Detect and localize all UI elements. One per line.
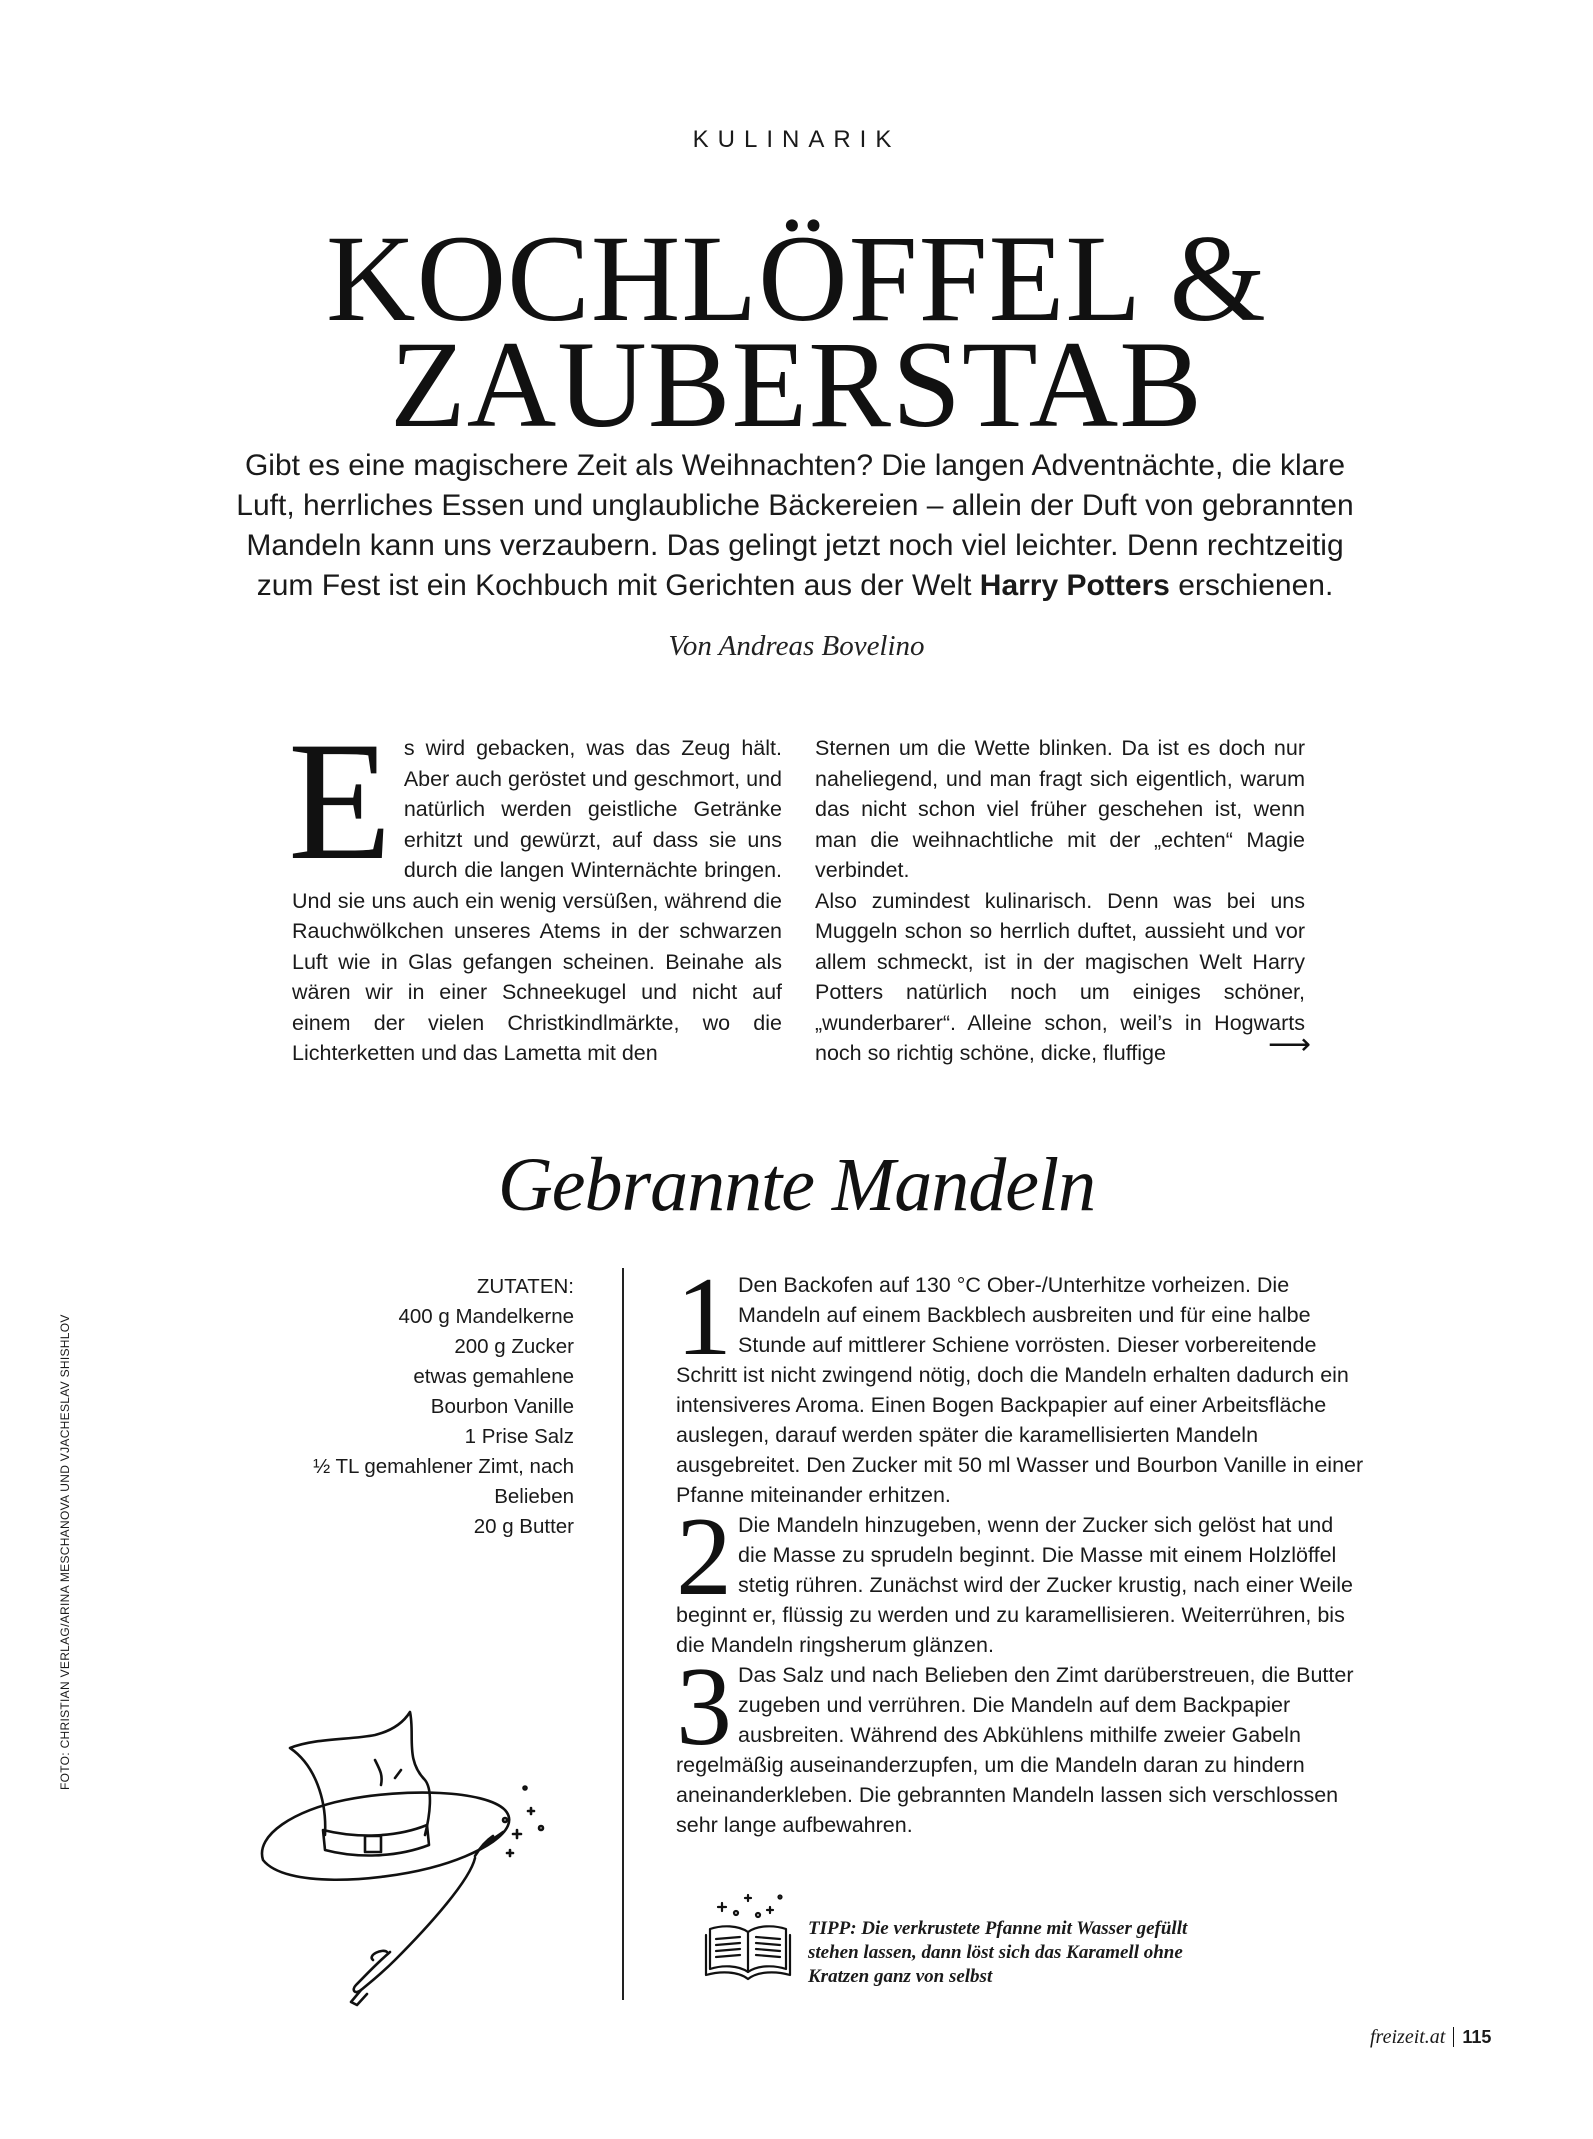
intro-text-end: erschienen. [1169,569,1334,602]
recipe-step [676,1645,1366,1840]
ingredients-heading: ZUTATEN: [476,1275,574,1298]
article-column-right [815,733,1305,1069]
magic-wand-icon [351,1832,503,2005]
photo-credit-text: FOTO: CHRISTIAN VERLAG/ARINA MESCHANOVA UND VJACHESLAV SHISHLOV [58,1314,72,1790]
headline-line-2: ZAUBERSTAB [389,316,1204,453]
intro-teaser [225,446,1365,606]
ingredient-item: Bourbon Vanille [430,1395,574,1418]
wizard-hat-icon [255,1660,585,2010]
recipe-step [676,1255,1366,1510]
page-footer [1370,2026,1491,2049]
ingredient-item: 400 g Mandelkerne [398,1305,574,1328]
recipe-title: Gebrannte Mandeln [497,1143,1096,1227]
step-text: Den Backofen auf 130 °C Ober-/Unterhitze vorheizen. Die Mandeln auf einem Backblech ausbreiten und für eine halbe Stunde auf mittlerer Schiene vorrösten. Dieser vorbereitende Schritt ist nicht zwingend nötig, doch die Mandeln erhalten dadurch ein intensiveres Aroma. Einen Bogen Backpapier auf einer Arbeitsfläche auslegen, darauf werden später die karamellisierten Mandeln ausgebreitet. Den Zucker mit 50 ml Wasser und Bourbon Vanille in einer Pfanne miteinander erhitzen. [676,1273,1364,1507]
open-book-icon [700,1887,796,1987]
article-text-left: s wird gebacken, was das Zeug hält. Aber auch geröstet und geschmort, und natürlich werden geistliche Getränke erhitzt und gewürzt, auf dass sie uns durch die langen Winternächte bringen. Und sie uns auch ein wenig versüßen, während die Rauchwölkchen unseres Atems in der schwarzen Luft wie in Glas gefangen scheinen. Beinahe als wären wir in einer Schneekugel und nicht auf einem der vielen Christkindlmärkte, wo die Lichterketten und das Lametta mit den [292,736,782,1065]
recipe-step [676,1495,1366,1660]
intro-text: Gibt es eine magischere Zeit als Weihnachten? Die langen Adventnächte, die klare Luft, herrliches Essen und unglaubliche Bäckereien – allein der Duft von gebrannten Mandeln kann uns verzaubern. Das gelingt jetzt noch viel leichter. Denn rechtzeitig zum Fest ist ein Kochbuch mit Gerichten aus der Welt [236,449,1354,602]
article-paragraph: Sternen um die Wette blinken. Da ist es doch nur naheliegend, und man fragt sich eigentlich, warum das nicht schon viel früher geschehen ist, wenn man die weihnachtliche mit der „echten“ Magie verbindet. [815,736,1305,882]
step-number: 1 [676,1255,732,1379]
continue-arrow-icon: ⟶ [1268,1028,1312,1061]
ingredient-item: 20 g Butter [473,1515,574,1538]
ingredient-item: 200 g Zucker [454,1335,574,1358]
step-number: 3 [676,1645,732,1769]
ingredient-item: ½ TL gemahlener Zimt, nach [313,1455,574,1478]
section-label: KULINARIK [692,126,901,153]
article-column-left [288,707,782,1069]
headline-line-1: KOCHLÖFFEL & [326,210,1267,347]
step-number: 2 [676,1495,732,1619]
recipe-steps [676,1255,1366,1840]
ingredient-item: Belieben [494,1485,574,1508]
dropcap: E [288,707,392,895]
page-number: 115 [1462,2027,1492,2047]
step-text: Die Mandeln hinzugeben, wenn der Zucker sich gelöst hat und die Masse zu sprudeln beginnt. Die Masse mit einem Holzlöffel stetig rühren. Zunächst wird der Zucker krustig, nach einer Weile beginnt er, flüssig zu werden und zu karamellisieren. Weiterrühren, bis die Mandeln ringsherum glänzen. [676,1513,1354,1657]
footer-separator [1453,2027,1454,2047]
footer-brand: freizeit.at [1370,2026,1446,2048]
step-text: Das Salz und nach Belieben den Zimt darüberstreuen, die Butter zugeben und verrühren. Die Mandeln auf dem Backpapier ausbreiten. Während des Abkühlens mithilfe zweier Gabeln regelmäßig auseinanderzupfen, um die Mandeln daran zu hindern aneinanderkleben. Die gebrannten Mandeln lassen sich verschlossen sehr lange aufbewahren. [676,1663,1354,1837]
article-paragraph: Also zumindest kulinarisch. Denn was bei uns Muggeln schon so herrlich duftet, aussieht und vor allem schmeckt, ist in der magischen Welt Harry Potters natürlich noch um einiges schöner, „wunderbarer“. Alleine schon, weil’s in Hogwarts noch so richtig schöne, dicke, fluffige [815,888,1305,1065]
tip-box: TIPP: Die verkrustete Pfanne mit Wasser gefüllt stehen lassen, dann löst sich das Karamell ohne Kratzen ganz von selbst [808,1918,1188,1987]
ingredients-list [290,1272,574,1542]
ingredient-item: etwas gemahlene [413,1365,574,1388]
ingredient-item: 1 Prise Salz [464,1425,574,1448]
intro-highlight: Harry Potters [979,569,1170,602]
byline: Von Andreas Bovelino [668,630,925,662]
column-divider [622,1268,624,2000]
